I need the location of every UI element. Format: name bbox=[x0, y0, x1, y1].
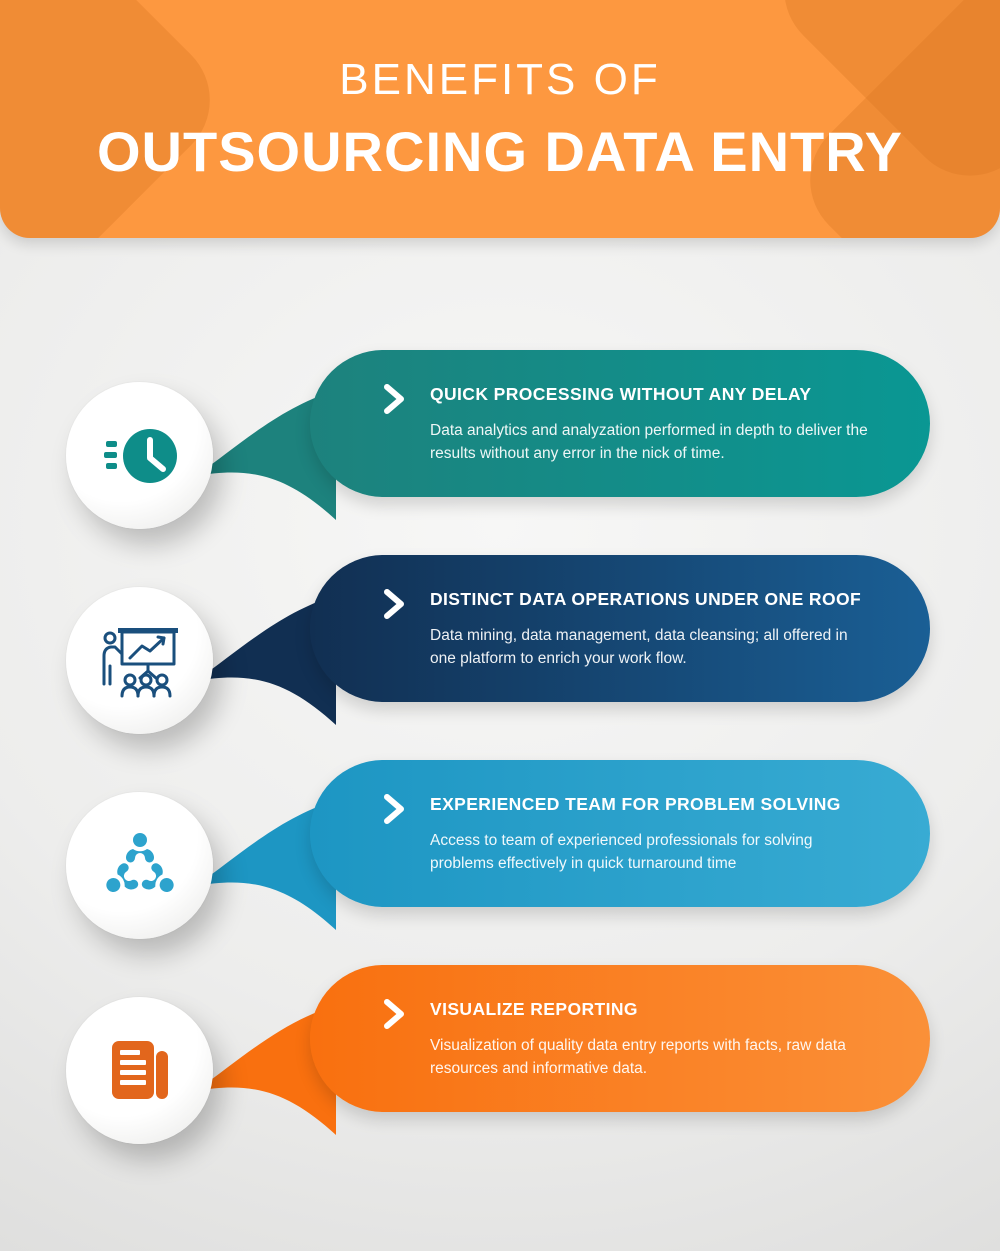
benefit-row-experienced-team bbox=[0, 760, 1000, 907]
chevron-right-icon bbox=[382, 383, 408, 415]
icon-circle bbox=[66, 587, 213, 734]
card-description: Data analytics and analyzation performed in depth to deliver the results without any error in the nick of time. bbox=[430, 422, 868, 463]
report-icon bbox=[104, 1037, 176, 1105]
benefit-card bbox=[310, 965, 930, 1112]
card-title: QUICK PROCESSING WITHOUT ANY DELAY bbox=[430, 384, 812, 404]
card-title: VISUALIZE REPORTING bbox=[430, 999, 638, 1019]
card-description: Visualization of quality data entry reports with facts, raw data resources and informative data. bbox=[430, 1037, 846, 1078]
header-banner bbox=[0, 0, 1000, 238]
benefit-card bbox=[310, 350, 930, 497]
card-description: Data mining, data management, data cleansing; all offered in one platform to enrich your work flow. bbox=[430, 627, 848, 668]
benefit-card bbox=[310, 555, 930, 702]
team-icon bbox=[100, 828, 180, 904]
header-title-line1: BENEFITS OF bbox=[339, 54, 661, 104]
header-title-line2: OUTSOURCING DATA ENTRY bbox=[97, 119, 903, 183]
icon-circle bbox=[66, 382, 213, 529]
card-description: Access to team of experienced professionals for solving problems effectively in quick turnaround time bbox=[430, 832, 813, 873]
chevron-right-icon bbox=[382, 793, 408, 825]
presentation-icon bbox=[98, 622, 182, 700]
benefit-row-quick-processing bbox=[0, 350, 1000, 497]
chevron-right-icon bbox=[382, 588, 408, 620]
chevron-right-icon bbox=[382, 998, 408, 1030]
icon-circle bbox=[66, 997, 213, 1144]
benefit-row-visualize-reporting bbox=[0, 965, 1000, 1112]
card-title: DISTINCT DATA OPERATIONS UNDER ONE ROOF bbox=[430, 589, 862, 609]
clock-icon bbox=[98, 421, 182, 491]
benefit-card bbox=[310, 760, 930, 907]
benefit-row-distinct-operations bbox=[0, 555, 1000, 702]
benefits-list bbox=[0, 350, 1000, 1170]
icon-circle bbox=[66, 792, 213, 939]
card-title: EXPERIENCED TEAM FOR PROBLEM SOLVING bbox=[430, 794, 841, 814]
